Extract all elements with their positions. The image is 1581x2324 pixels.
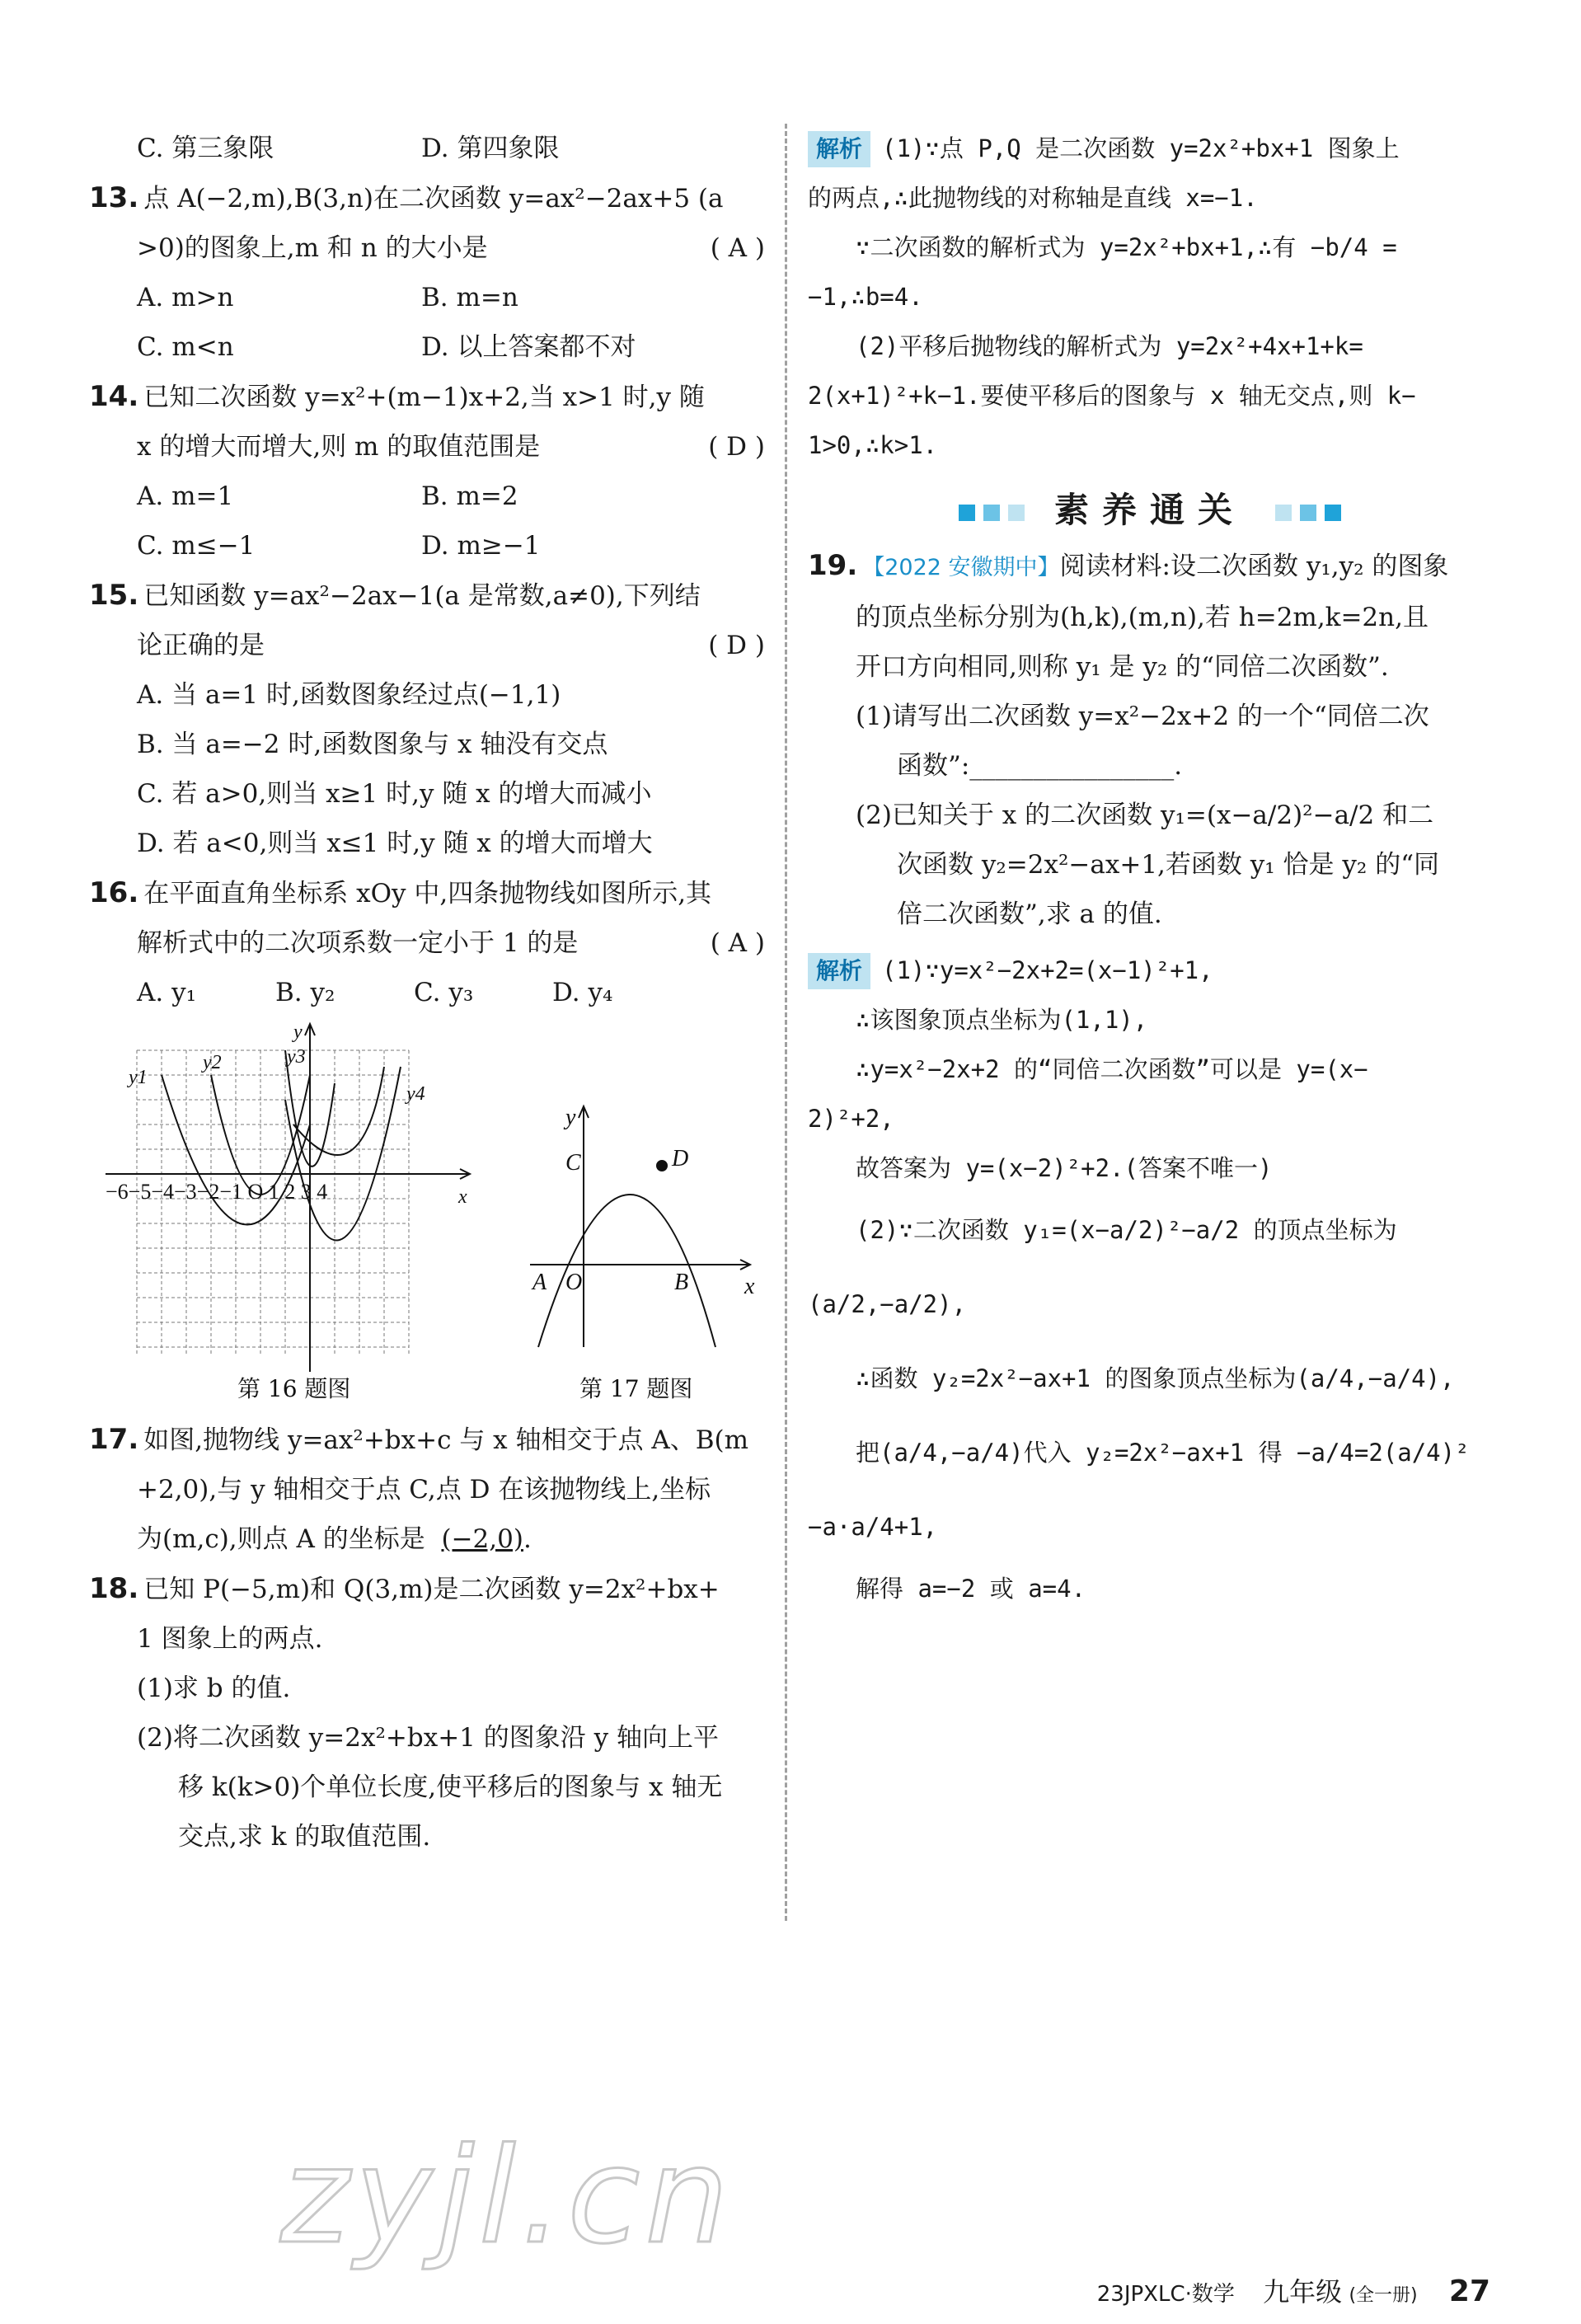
question-number: 19. — [808, 549, 858, 582]
question-text: x 的增大而增大,则 m 的取值范围是 — [137, 432, 541, 462]
question-text: 阅读材料:设二次函数 y₁,y₂ 的图象 — [1059, 552, 1449, 581]
y-axis-label: y — [293, 1021, 303, 1043]
page-number: 27 — [1448, 2275, 1490, 2308]
part-1: 函数”:________________. — [897, 751, 1183, 781]
solution-tag: 解析 — [808, 131, 870, 167]
figure-16-caption: 第 16 题图 — [237, 1375, 351, 1402]
decor-square — [1275, 505, 1292, 521]
answer-mark: ( D ) — [708, 432, 765, 462]
question-text: 点 A(−2,m),B(3,n)在二次函数 y=ax²−2ax+5 (a — [143, 184, 724, 214]
curve-label-y3: y3 — [287, 1046, 306, 1068]
solution-line: 把(a/4,−a/4)代入 y₂=2x²−ax+1 得 −a/4=2(a/4)² — [856, 1439, 1470, 1467]
question-text: 论正确的是 — [137, 631, 265, 660]
point-c-label: C — [565, 1150, 581, 1176]
solution-line: (2)∵二次函数 y₁=(x−a/2)²−a/2 的顶点坐标为 — [856, 1216, 1397, 1244]
part-2: 次函数 y₂=2x²−ax+1,若函数 y₁ 恰是 y₂ 的“同 — [897, 850, 1440, 880]
curve-label-y1: y1 — [129, 1067, 148, 1088]
solution-line: 1>0,∴k>1. — [808, 431, 938, 459]
question-13 — [89, 173, 765, 372]
y-axis-label: y — [565, 1105, 576, 1130]
part-2: (2)将二次函数 y=2x²+bx+1 的图象沿 y 轴向上平 — [137, 1723, 719, 1753]
solution-line: 故答案为 y=(x−2)²+2.(答案不唯一) — [856, 1154, 1273, 1182]
solution-line: (1)∵y=x²−2x+2=(x−1)²+1, — [882, 956, 1213, 984]
part-2: 倍二次函数”,求 a 的值. — [897, 899, 1162, 929]
question-text: 开口方向相同,则称 y₁ 是 y₂ 的“同倍二次函数”. — [856, 652, 1389, 682]
decor-square — [1008, 505, 1025, 521]
question-number: 18. — [89, 1572, 139, 1605]
solution-line: 解得 a=−2 或 a=4. — [856, 1575, 1086, 1603]
question-text: 已知函数 y=ax²−2ax−1(a 是常数,a≠0),下列结 — [143, 581, 701, 611]
watermark: zyjl.cn — [280, 2119, 734, 2273]
question-text: >0)的图象上,m 和 n 的大小是 — [137, 233, 488, 263]
option-d: D. 以上答案都不对 — [421, 332, 636, 362]
question-text: 解析式中的二次项系数一定小于 1 的是 — [137, 928, 579, 958]
option-a: A. m>n — [137, 283, 234, 312]
section-title: 素养通关 — [1053, 490, 1246, 530]
question-number: 16. — [89, 876, 139, 909]
figures-row — [89, 1017, 765, 1405]
option-c: C. y₃ — [414, 978, 474, 1007]
q12-option-c: C. 第三象限 — [137, 134, 274, 163]
point-d-label: D — [672, 1146, 689, 1171]
x-tick-labels: −6−5−4−3−2−1 O 1 2 3 4 — [106, 1180, 328, 1204]
solution-line: 2(x+1)²+k−1.要使平移后的图象与 x 轴无交点,则 k− — [808, 382, 1416, 410]
option-b: B. 当 a=−2 时,函数图象与 x 轴没有交点 — [137, 730, 608, 759]
solution-line: 2)²+2, — [808, 1105, 894, 1133]
option-b: B. m=2 — [421, 481, 518, 511]
question-19 — [808, 541, 1492, 939]
option-d: D. m≥−1 — [421, 531, 541, 561]
point-b-label: B — [674, 1270, 689, 1295]
question-text: 为(m,c),则点 A 的坐标是 — [137, 1524, 425, 1554]
option-c: C. m<n — [137, 332, 234, 362]
answer-mark: ( D ) — [708, 631, 765, 660]
q12-options — [89, 124, 765, 173]
question-18 — [89, 1564, 765, 1862]
solution-line: (1)∵点 P,Q 是二次函数 y=2x²+bx+1 图象上 — [882, 134, 1400, 162]
solution-line: ∵二次函数的解析式为 y=2x²+bx+1,∴有 −b/4 = — [856, 233, 1397, 261]
option-c: C. m≤−1 — [137, 531, 256, 561]
solution-line: ∴该图象顶点坐标为(1,1), — [856, 1006, 1148, 1034]
option-a: A. 当 a=1 时,函数图象经过点(−1,1) — [137, 680, 561, 710]
solution-line: −a·a/4+1, — [808, 1513, 938, 1541]
option-b: B. m=n — [421, 283, 518, 312]
question-text: 在平面直角坐标系 xOy 中,四条抛物线如图所示,其 — [143, 879, 712, 908]
answer-fill: (−2,0) — [441, 1524, 523, 1554]
question-text: 已知二次函数 y=x²+(m−1)x+2,当 x>1 时,y 随 — [143, 383, 705, 412]
volume: (全一册) — [1349, 2285, 1418, 2306]
question-text: 的顶点坐标分别为(h,k),(m,n),若 h=2m,k=2n,且 — [856, 603, 1429, 632]
question-17: 17. 如图,抛物线 y=ax²+bx+c 与 x 轴相交于点 A、B(m +2,0),与 y 轴相交于点 C,点 D 在该抛物线上,坐标 为(m,c),则点 A 的坐标是 (−2,0). — [89, 1415, 765, 1564]
origin-label: O — [565, 1270, 583, 1295]
grade: 九年级 — [1263, 2276, 1343, 2308]
answer-mark: ( A ) — [710, 233, 765, 263]
part-2: 交点,求 k 的取值范围. — [178, 1822, 431, 1852]
solution-line: (a/2,−a/2), — [808, 1290, 967, 1318]
part-2: 移 k(k>0)个单位长度,使平移后的图象与 x 轴无 — [178, 1772, 723, 1802]
question-text: 1 图象上的两点. — [137, 1624, 323, 1654]
x-axis-label: x — [458, 1186, 467, 1208]
question-source: 【2022 安徽期中】 — [862, 555, 1060, 580]
solution-line: (2)平移后抛物线的解析式为 y=2x²+4x+1+k= — [856, 332, 1363, 360]
figure-17 — [530, 1106, 750, 1347]
solution-line: −1,∴b=4. — [808, 283, 923, 311]
option-c: C. 若 a>0,则当 x≥1 时,y 随 x 的增大而减小 — [137, 779, 652, 809]
question-number: 17. — [89, 1423, 139, 1456]
question-number: 13. — [89, 181, 139, 214]
question-14 — [89, 372, 765, 570]
figure-16-and-17 — [89, 1017, 765, 1405]
point-a-label: A — [532, 1270, 547, 1295]
question-number: 15. — [89, 579, 139, 612]
question-text: 已知 P(−5,m)和 Q(3,m)是二次函数 y=2x²+bx+ — [143, 1575, 720, 1604]
solution-tag: 解析 — [808, 953, 870, 989]
question-number: 14. — [89, 380, 139, 413]
decor-square — [959, 505, 975, 521]
left-column — [89, 124, 765, 1862]
right-column — [808, 124, 1492, 1613]
part-1: (1)请写出二次函数 y=x²−2x+2 的一个“同倍二次 — [856, 702, 1429, 731]
decor-square — [1325, 505, 1341, 521]
column-divider — [785, 124, 787, 1921]
option-a: A. m=1 — [137, 481, 234, 511]
solution-line: ∴y=x²−2x+2 的“同倍二次函数”可以是 y=(x− — [856, 1055, 1368, 1083]
q12-option-d: D. 第四象限 — [421, 134, 560, 163]
part-2: (2)已知关于 x 的二次函数 y₁=(x−a/2)²−a/2 和二 — [856, 800, 1434, 830]
part-1: (1)求 b 的值. — [137, 1674, 291, 1703]
curve-label-y2: y2 — [203, 1052, 222, 1073]
option-a: A. y₁ — [137, 978, 197, 1007]
option-d: D. 若 a<0,则当 x≤1 时,y 随 x 的增大而增大 — [137, 829, 653, 858]
question-15 — [89, 570, 765, 868]
option-b: B. y₂ — [275, 978, 335, 1007]
x-axis-label: x — [744, 1274, 755, 1299]
decor-square — [1300, 505, 1316, 521]
book-code: 23JPXLC·数学 — [1096, 2282, 1235, 2307]
figure-17-caption: 第 17 题图 — [579, 1375, 693, 1402]
curve-label-y4: y4 — [406, 1083, 425, 1105]
answer-mark: ( A ) — [710, 928, 765, 958]
question-text: 如图,抛物线 y=ax²+bx+c 与 x 轴相交于点 A、B(m — [143, 1425, 749, 1455]
decor-square — [983, 505, 1000, 521]
question-text: +2,0),与 y 轴相交于点 C,点 D 在该抛物线上,坐标 — [137, 1475, 711, 1505]
page-footer — [1097, 2271, 1490, 2309]
solution-line: 的两点,∴此抛物线的对称轴是直线 x=−1. — [808, 184, 1258, 212]
section-heading — [808, 483, 1492, 533]
solution-line: ∴函数 y₂=2x²−ax+1 的图象顶点坐标为(a/4,−a/4), — [856, 1364, 1455, 1392]
option-d: D. y₄ — [552, 978, 613, 1007]
question-16 — [89, 868, 765, 1017]
